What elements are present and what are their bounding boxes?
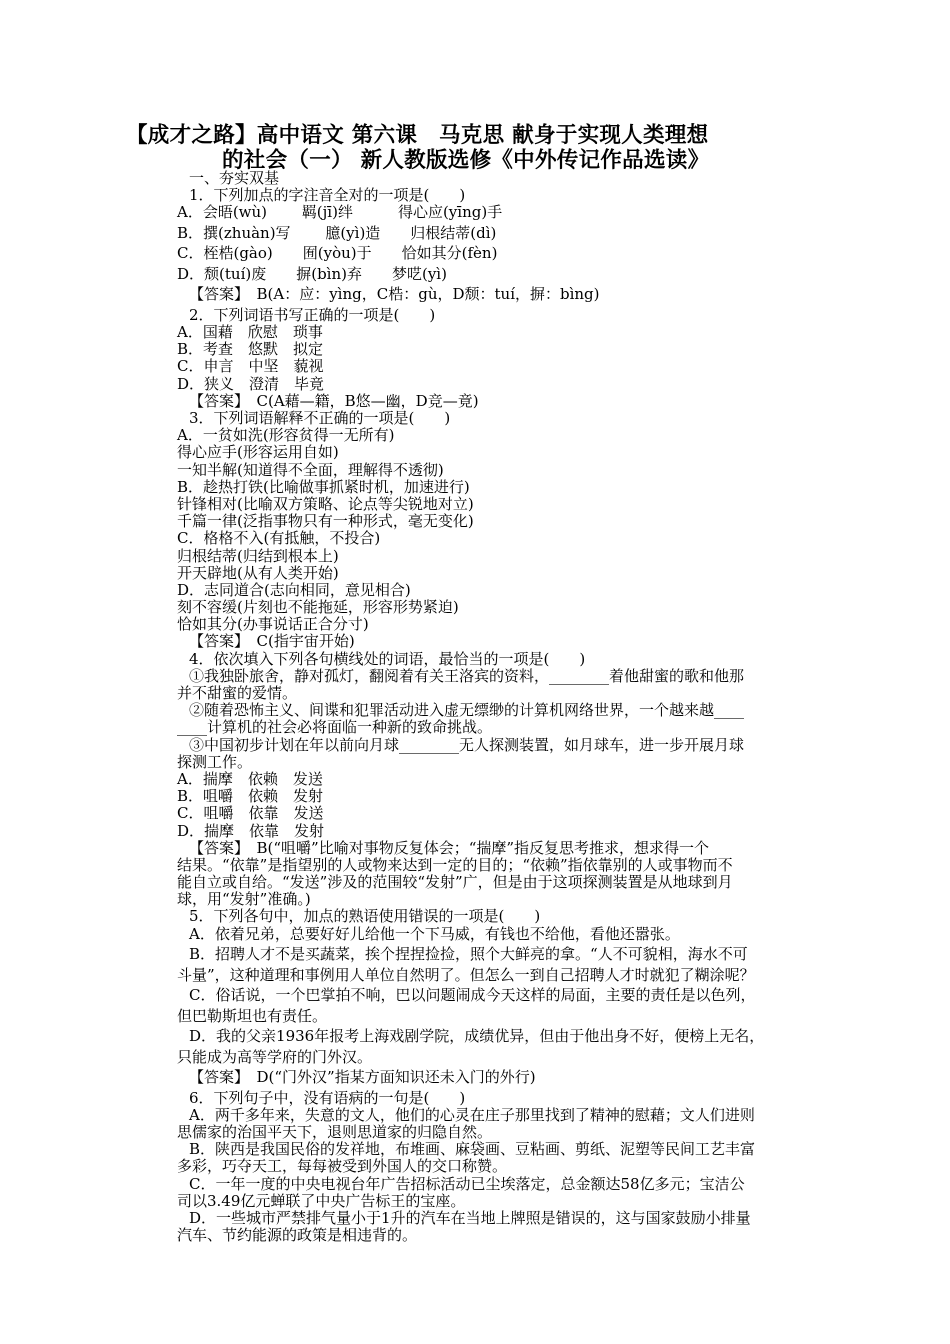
text-line: ①我独卧旅舍，静对孤灯，翻阅着有关王洛宾的资料，________着他甜蜜的歌和他那: [189, 666, 745, 685]
text-line: 一、夯实双基: [189, 169, 280, 187]
text-line: B．考查 悠默 拟定: [177, 340, 324, 359]
text-line: C．格格不入(有抵触，不投合): [177, 529, 381, 548]
text-line: ③中国初步计划在年以前向月球________无人探测装置，如月球车，进一步开展月球: [189, 735, 745, 754]
text-line: C．咀嚼 依靠 发送: [177, 804, 324, 823]
text-line: 2．下列词语书写正确的一项是( ): [189, 305, 436, 324]
text-line: C．俗话说，一个巴掌拍不响，巴以问题闹成今天这样的局面，主要的责任是以色列，: [189, 986, 756, 1005]
text-line: 汽车、节约能源的政策是相违背的。: [177, 1226, 418, 1245]
text-line: 【答案】 B(A：应：yìng，C梏：gù，D颓：tuí，摒：bìng): [189, 285, 600, 304]
text-line: 1．下列加点的字注音全对的一项是( ): [189, 186, 466, 205]
text-line: D．志同道合(志向相同，意见相合): [177, 580, 411, 599]
text-line: 司以3.49亿元蝉联了中央广告标王的宝座。: [177, 1191, 466, 1210]
text-line: 球，用“发射”准确。): [177, 890, 311, 909]
text-line: ____计算机的社会必将面临一种新的致命挑战。: [177, 718, 493, 737]
text-line: 恰如其分(办事说话正合分寸): [177, 615, 369, 634]
text-line: A．依着兄弟，总要好好儿给他一个下马威，有钱也不给他，看他还嚣张。: [189, 924, 680, 943]
text-line: 3．下列词语解释不正确的一项是( ): [189, 409, 451, 427]
text-line: 探测工作。: [177, 752, 253, 771]
text-line: 得心应手(形容运用自如): [177, 443, 339, 462]
text-line: 只能成为高等学府的门外汉。: [177, 1047, 373, 1066]
text-line: 【答案】 D(“门外汉”指某方面知识还未入门的外行): [189, 1068, 536, 1087]
text-line: A．两千多年来，失意的文人，他们的心灵在庄子那里找到了精神的慰藉；文人们进则: [189, 1105, 755, 1124]
text-line: 【答案】 C(指宇宙开始): [189, 632, 355, 651]
text-line: B．陕西是我国民俗的发祥地，布堆画、麻袋画、豆粘画、剪纸、泥塑等民间工艺丰富: [189, 1140, 756, 1159]
text-line: C．桎梏(gào) 囿(yòu)于 恰如其分(fèn): [177, 244, 498, 263]
text-line: B．撰(zhuàn)写 臆(yì)造 归根结蒂(dì): [177, 223, 497, 242]
text-line: A．揣摩 依赖 发送: [177, 769, 323, 788]
text-line: 思儒家的治国平天下，退则思道家的归隐自然。: [177, 1123, 493, 1141]
text-line: A．国藉 欣慰 琐事: [177, 323, 323, 342]
text-line: 千篇一律(泛指事物只有一种形式，毫无变化): [177, 512, 474, 531]
text-line: C．一年一度的中央电视台年广告招标活动已尘埃落定，总金额达58亿多元；宝洁公: [189, 1174, 745, 1193]
text-line: B．招聘人才不是买蔬菜，挨个捏捏捡捡，照个大鲜亮的拿。“人不可貌相，海水不可: [189, 945, 748, 964]
document-body: [177, 170, 817, 1244]
text-line: 归根结蒂(归结到根本上): [177, 546, 339, 565]
text-line: D．颓(tuí)废 摒(bìn)弃 梦呓(yì): [177, 264, 447, 283]
text-line: 一知半解(知道得不全面，理解得不透彻): [177, 460, 444, 479]
text-line: 但巴勒斯坦也有责任。: [177, 1006, 328, 1025]
text-line: 刻不容缓(片刻也不能拖延，形容形势紧迫): [177, 598, 459, 617]
text-line: B．咀嚼 依赖 发射: [177, 787, 324, 806]
text-line: D．狭义 澄清 毕竟: [177, 374, 325, 393]
text-line: 6．下列句子中，没有语病的一句是( ): [189, 1088, 466, 1107]
document-title-line-1: 【成才之路】高中语文 第六课 马克思 献身于实现人类理想: [126, 123, 709, 148]
text-line: 结果。“依靠”是指望别的人或物来达到一定的目的；“依赖”指依靠别的人或事物而不: [177, 855, 733, 874]
text-line: 【答案】 C(A藉—籍，B悠—幽，D竞—竟): [189, 391, 479, 410]
text-line: 【答案】 B(“咀嚼”比喻对事物反复体会；“揣摩”指反复思考推求，想求得一个: [189, 838, 710, 857]
text-line: 4．依次填入下列各句横线处的词语，最恰当的一项是( ): [189, 649, 586, 668]
text-line: 斗量”，这种道理和事例用人单位自然明了。但怎么一到自己招聘人才时就犯了糊涂呢？: [177, 965, 755, 984]
text-line: 5．下列各句中，加点的熟语使用错误的一项是( ): [189, 907, 541, 926]
text-line: C．申言 中坚 藐视: [177, 357, 324, 376]
text-line: 开天辟地(从有人类开始): [177, 563, 339, 582]
text-line: A．一贫如洗(形容贫得一无所有): [177, 426, 395, 445]
text-line: 能自立或自给。“发送”涉及的范围较“发射”广，但是由于这项探测装置是从地球到月: [177, 873, 733, 892]
text-line: B．趁热打铁(比喻做事抓紧时机，加速进行): [177, 477, 470, 496]
text-line: ②随着恐怖主义、间谍和犯罪活动进入虚无缥缈的计算机网络世界，一个越来越____: [189, 701, 745, 720]
text-line: D．我的父亲1936年报考上海戏剧学院，成绩优异，但由于他出身不好，便榜上无名，: [189, 1027, 765, 1046]
document-title-line-2: 的社会（一） 新人教版选修《中外传记作品选读》: [222, 148, 710, 173]
text-line: D．揣摩 依靠 发射: [177, 821, 325, 840]
text-line: 针锋相对(比喻双方策略、论点等尖锐地对立): [177, 494, 474, 513]
text-line: 多彩，巧夺天工，每每被受到外国人的交口称赞。: [177, 1157, 508, 1176]
text-line: A．会晤(wù) 羁(jī)绊 得心应(yīng)手: [177, 203, 503, 222]
text-line: 并不甜蜜的爱情。: [177, 684, 298, 702]
text-line: D．一些城市严禁排气量小于1升的汽车在当地上牌照是错误的，这与国家鼓励小排量: [189, 1208, 751, 1227]
